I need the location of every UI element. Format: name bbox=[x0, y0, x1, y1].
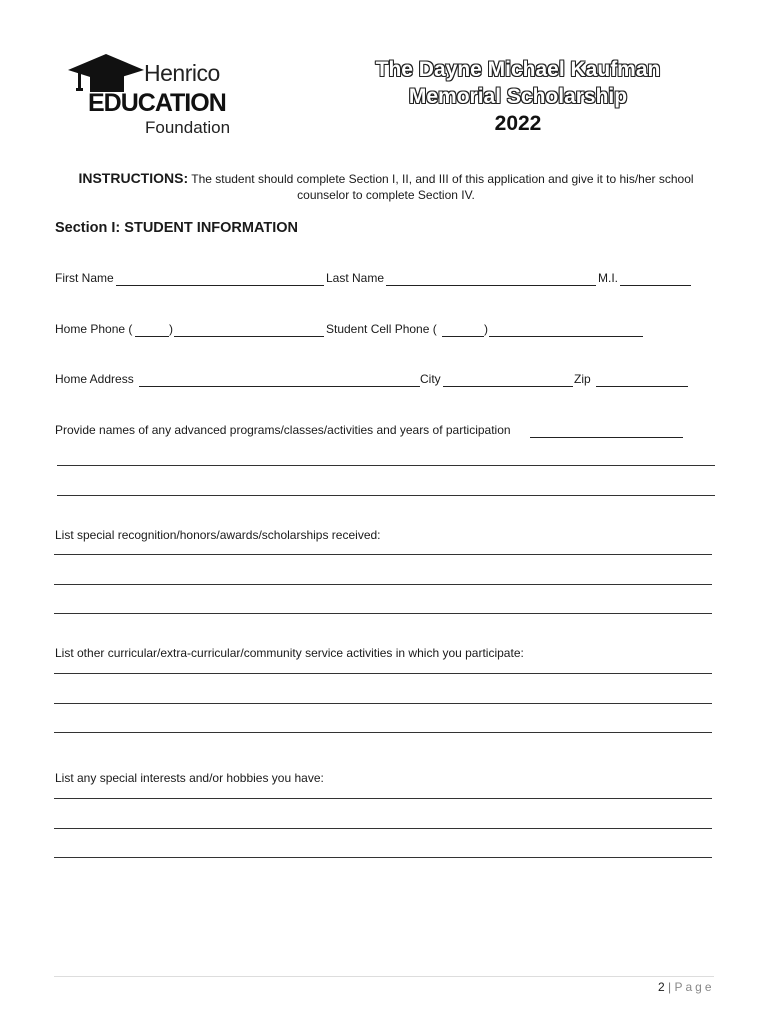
zip-label: Zip bbox=[574, 372, 591, 386]
interests-line-2[interactable] bbox=[54, 828, 712, 829]
graduation-cap-icon bbox=[66, 52, 146, 94]
instructions-text-1: The student should complete Section I, II, and III of this application and give it to his/her school bbox=[188, 172, 694, 186]
first-name-label: First Name bbox=[55, 271, 114, 285]
title-year: 2022 bbox=[494, 112, 542, 135]
home-phone-area-code-field[interactable] bbox=[135, 336, 169, 337]
activities-line-3[interactable] bbox=[54, 732, 712, 733]
page-number: 2 bbox=[658, 980, 665, 994]
title-line-1: The Dayne Michael Kaufman bbox=[375, 58, 661, 81]
activities-line-2[interactable] bbox=[54, 703, 712, 704]
honors-line-3[interactable] bbox=[54, 613, 712, 614]
home-address-field[interactable] bbox=[139, 386, 420, 387]
cell-phone-area-code-field[interactable] bbox=[442, 336, 484, 337]
interests-line-3[interactable] bbox=[54, 857, 712, 858]
footer-divider bbox=[54, 976, 714, 977]
activities-prompt: List other curricular/extra-curricular/community service activities in which you participate: bbox=[55, 646, 524, 660]
cell-phone-close-paren: ) bbox=[484, 322, 488, 336]
home-phone-field[interactable] bbox=[174, 336, 324, 337]
middle-initial-label: M.I. bbox=[598, 271, 618, 285]
home-phone-label: Home Phone ( bbox=[55, 322, 133, 336]
advanced-programs-line-1[interactable] bbox=[57, 465, 715, 466]
first-name-field[interactable] bbox=[116, 285, 324, 286]
city-field[interactable] bbox=[443, 386, 573, 387]
document-title bbox=[330, 56, 706, 137]
activities-line-1[interactable] bbox=[54, 673, 712, 674]
home-phone-close-paren: ) bbox=[169, 322, 173, 336]
logo-henrico-text: Henrico bbox=[144, 60, 220, 86]
student-cell-phone-label: Student Cell Phone ( bbox=[326, 322, 437, 336]
cell-phone-field[interactable] bbox=[489, 336, 643, 337]
advanced-programs-prompt: Provide names of any advanced programs/classes/activities and years of participation bbox=[55, 423, 511, 437]
interests-prompt: List any special interests and/or hobbies you have: bbox=[55, 771, 324, 785]
honors-line-1[interactable] bbox=[54, 554, 712, 555]
page-label: Page bbox=[674, 980, 715, 994]
title-line-2: Memorial Scholarship bbox=[408, 85, 628, 108]
advanced-programs-line-2[interactable] bbox=[57, 495, 715, 496]
page-footer bbox=[658, 980, 715, 994]
last-name-field[interactable] bbox=[386, 285, 596, 286]
instructions-text-2: counselor to complete Section IV. bbox=[297, 188, 475, 202]
instructions bbox=[56, 170, 716, 203]
last-name-label: Last Name bbox=[326, 271, 385, 285]
honors-line-2[interactable] bbox=[54, 584, 712, 585]
interests-line-1[interactable] bbox=[54, 798, 712, 799]
henrico-education-foundation-logo bbox=[66, 52, 246, 138]
section-title: Section I: STUDENT INFORMATION bbox=[55, 220, 299, 236]
logo-education-text: EDUCATION bbox=[88, 89, 226, 117]
footer-separator: | bbox=[664, 980, 675, 994]
middle-initial-field[interactable] bbox=[620, 285, 691, 286]
instructions-label: INSTRUCTIONS: bbox=[78, 170, 189, 186]
advanced-programs-inline-field[interactable] bbox=[530, 437, 683, 438]
city-label: City bbox=[420, 372, 441, 386]
zip-field[interactable] bbox=[596, 386, 688, 387]
honors-prompt: List special recognition/honors/awards/scholarships received: bbox=[55, 528, 381, 542]
home-address-label: Home Address bbox=[55, 372, 134, 386]
logo-foundation-text: Foundation bbox=[145, 118, 231, 137]
